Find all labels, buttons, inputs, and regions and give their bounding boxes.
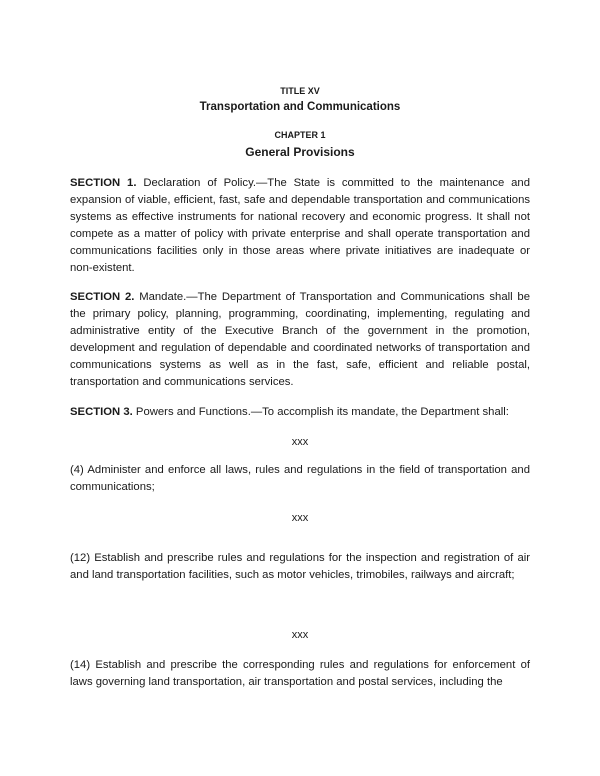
item-4-paragraph: (4) Administer and enforce all laws, rules and regulations in the field of transportation and communications; [70, 464, 530, 493]
item-14-paragraph: (14) Establish and prescribe the corresponding rules and regulations for enforcement of laws governing land transportation, air transportation and postal services, including the [70, 659, 530, 688]
chapter-name: General Provisions [245, 145, 355, 159]
title-name: Transportation and Communications [199, 101, 401, 113]
section-2-text: Mandate.—The Department of Transportation and Communications shall be the primary policy, planning, programming, coordinating, implementing, regulating and administrative entity of the Executive Branch of the government in the promotion, development and regulation of dependable and coordinated networks of transportation and communications systems as well as in the fast, safe, efficient and reliable postal, transportation and communications services. [70, 291, 530, 388]
section-3-heading: SECTION 3. [70, 406, 133, 418]
section-2-heading: SECTION 2. [70, 291, 135, 303]
item-12-paragraph: (12) Establish and prescribe rules and regulations for the inspection and registration of air and land transportation facilities, such as motor vehicles, trimobiles, railways and aircraft; [70, 552, 530, 581]
title-number: TITLE XV [280, 86, 320, 96]
omission-separator: xxx [291, 629, 309, 641]
section-2-paragraph [70, 289, 530, 391]
section-1-paragraph [70, 175, 530, 277]
section-1-text: Declaration of Policy.—The State is committed to the maintenance and expansion of viable, efficient, fast, safe and dependable transportation and communications systems as effective instruments for national recovery and economic progress. It shall not compete as a matter of policy with private enterprise and shall operate transportation and communications facilities only in those areas where private initiatives are inadequate or non-existent. [70, 177, 530, 274]
section-3-paragraph [70, 404, 530, 421]
chapter-number: CHAPTER 1 [274, 130, 326, 140]
section-1-heading: SECTION 1. [70, 177, 137, 189]
section-3-text: Powers and Functions.—To accomplish its mandate, the Department shall: [132, 406, 509, 418]
omission-separator: xxx [291, 436, 309, 448]
omission-separator: xxx [291, 512, 309, 524]
